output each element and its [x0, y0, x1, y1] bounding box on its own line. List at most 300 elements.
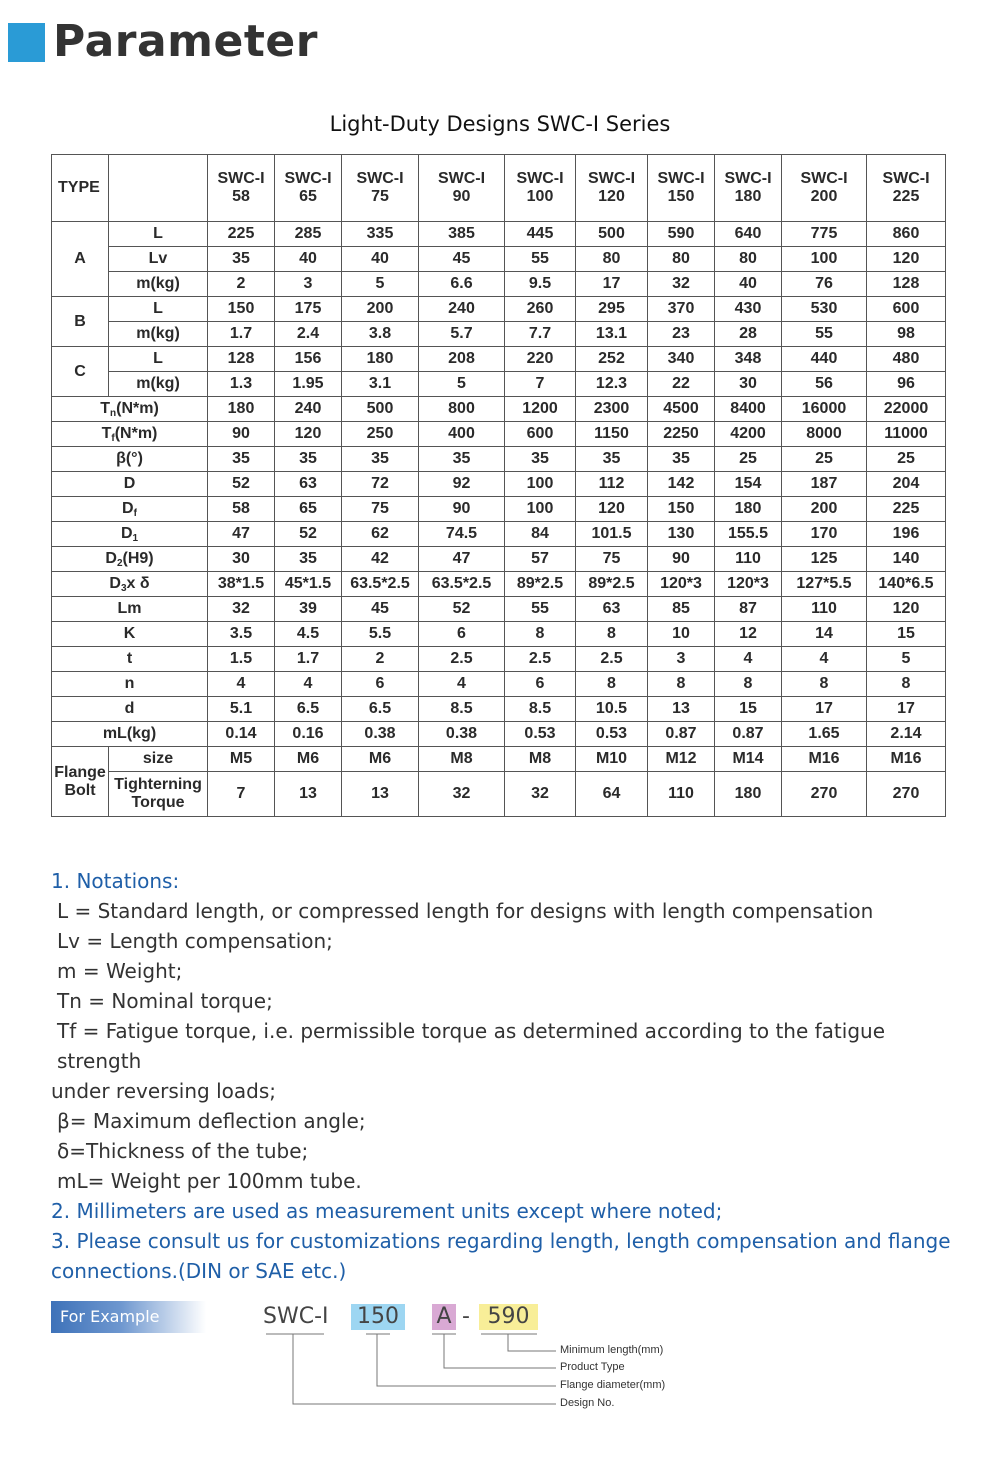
value-cell: 0.87 [648, 722, 715, 747]
table-row [52, 447, 946, 472]
value-cell: 400 [419, 422, 505, 447]
note-item: m = Weight; [57, 959, 183, 983]
value-cell: 295 [576, 297, 648, 322]
value-cell: 8 [782, 672, 867, 697]
value-cell: 8.5 [419, 697, 505, 722]
value-cell: 0.53 [576, 722, 648, 747]
value-cell: 128 [208, 347, 275, 372]
value-cell: 13.1 [576, 322, 648, 347]
table-row [52, 397, 946, 422]
value-cell: 5.1 [208, 697, 275, 722]
value-cell: 530 [782, 297, 867, 322]
value-cell: 17 [576, 272, 648, 297]
value-cell: M14 [715, 747, 782, 772]
param-label: Lm [52, 597, 208, 622]
param-subscript: n [110, 408, 117, 419]
value-cell: 8 [648, 672, 715, 697]
param-label: D [52, 472, 208, 497]
legend-flange-diameter: Flange diameter(mm) [560, 1379, 666, 1391]
value-cell: 340 [648, 347, 715, 372]
table-row [52, 697, 946, 722]
table-row [52, 297, 946, 322]
value-cell: 440 [782, 347, 867, 372]
param-label [109, 772, 208, 817]
value-cell: 156 [275, 347, 342, 372]
value-cell: 240 [419, 297, 505, 322]
value-cell: M6 [275, 747, 342, 772]
value-cell: 55 [505, 597, 576, 622]
model-size: 75 [371, 188, 389, 205]
value-cell: 52 [208, 472, 275, 497]
value-cell: 63.5*2.5 [342, 572, 419, 597]
value-cell: 25 [867, 447, 946, 472]
value-cell: 7.7 [505, 322, 576, 347]
model-size: 200 [810, 188, 838, 205]
value-cell: 2.14 [867, 722, 946, 747]
value-cell: 16000 [782, 397, 867, 422]
value-cell: 8 [505, 622, 576, 647]
connector-min-length [508, 1334, 556, 1351]
value-cell: 6 [419, 622, 505, 647]
legend-min-length: Minimum length(mm) [560, 1344, 664, 1356]
value-cell: 180 [208, 397, 275, 422]
value-cell: 22 [648, 372, 715, 397]
model-header [208, 155, 275, 222]
table-row [52, 222, 946, 247]
value-cell: 120 [275, 422, 342, 447]
value-cell: 52 [419, 597, 505, 622]
param-label: m(kg) [109, 272, 208, 297]
value-cell: 1200 [505, 397, 576, 422]
param-label: β(°) [52, 447, 208, 472]
param-symbol: D [122, 500, 134, 517]
value-cell: 28 [715, 322, 782, 347]
value-cell: 92 [419, 472, 505, 497]
value-cell: 96 [867, 372, 946, 397]
example-section [0, 1290, 1000, 1430]
note-item: Tn = Nominal torque; [57, 989, 273, 1013]
param-label [52, 522, 208, 547]
value-cell: 32 [208, 597, 275, 622]
model-size: 150 [667, 188, 695, 205]
note-item: mL= Weight per 100mm tube. [57, 1169, 362, 1193]
value-cell: 2 [342, 647, 419, 672]
value-cell: M10 [576, 747, 648, 772]
note-item: δ=Thickness of the tube; [57, 1139, 309, 1163]
value-cell: 1.7 [208, 322, 275, 347]
value-cell: 6.6 [419, 272, 505, 297]
value-cell: 155.5 [715, 522, 782, 547]
value-cell: 47 [419, 547, 505, 572]
value-cell: 40 [342, 247, 419, 272]
value-cell: 150 [208, 297, 275, 322]
value-cell: 3.1 [342, 372, 419, 397]
value-cell: 90 [648, 547, 715, 572]
value-cell: 250 [342, 422, 419, 447]
value-cell: 8 [867, 672, 946, 697]
value-cell: 6.5 [275, 697, 342, 722]
table-row [52, 572, 946, 597]
value-cell: 30 [208, 547, 275, 572]
value-cell: 15 [867, 622, 946, 647]
model-size: 225 [892, 188, 920, 205]
model-size: 180 [734, 188, 762, 205]
value-cell: 220 [505, 347, 576, 372]
value-cell: 80 [576, 247, 648, 272]
param-label: K [52, 622, 208, 647]
table-row [52, 247, 946, 272]
param-subscript: 3 [120, 583, 127, 594]
value-cell: 200 [782, 497, 867, 522]
table-row [52, 747, 946, 772]
value-cell: 55 [505, 247, 576, 272]
note-item: β= Maximum deflection angle; [57, 1109, 366, 1133]
value-cell: 4500 [648, 397, 715, 422]
param-label: n [52, 672, 208, 697]
value-cell: 57 [505, 547, 576, 572]
value-cell: 42 [342, 547, 419, 572]
table-row [52, 272, 946, 297]
value-cell: 12 [715, 622, 782, 647]
connector-flange-diameter [377, 1334, 556, 1386]
value-cell: 270 [867, 772, 946, 817]
accent-square-icon [8, 23, 45, 62]
value-cell: 2.5 [419, 647, 505, 672]
legend-design-no: Design No. [560, 1397, 615, 1409]
value-cell: M12 [648, 747, 715, 772]
value-cell: 3 [275, 272, 342, 297]
value-cell: 775 [782, 222, 867, 247]
model-header [419, 155, 505, 222]
example-separator: - [462, 1304, 470, 1329]
value-cell: 270 [782, 772, 867, 817]
value-cell: 76 [782, 272, 867, 297]
model-header [715, 155, 782, 222]
value-cell: 1150 [576, 422, 648, 447]
value-cell: 22000 [867, 397, 946, 422]
value-cell: 80 [648, 247, 715, 272]
value-cell: 64 [576, 772, 648, 817]
value-cell: 3 [648, 647, 715, 672]
param-label: m(kg) [109, 372, 208, 397]
value-cell: 285 [275, 222, 342, 247]
value-cell: 154 [715, 472, 782, 497]
model-header [275, 155, 342, 222]
value-cell: 130 [648, 522, 715, 547]
value-cell: 65 [275, 497, 342, 522]
value-cell: 89*2.5 [576, 572, 648, 597]
value-cell: 13 [275, 772, 342, 817]
value-cell: 2300 [576, 397, 648, 422]
param-unit: x δ [126, 575, 150, 592]
value-cell: 252 [576, 347, 648, 372]
value-cell: 120 [867, 247, 946, 272]
value-cell: 590 [648, 222, 715, 247]
value-cell: 72 [342, 472, 419, 497]
value-cell: 370 [648, 297, 715, 322]
value-cell: 58 [208, 497, 275, 522]
value-cell: 140*6.5 [867, 572, 946, 597]
value-cell: 32 [648, 272, 715, 297]
param-label: mL(kg) [52, 722, 208, 747]
value-cell: 85 [648, 597, 715, 622]
note-item: under reversing loads; [51, 1079, 276, 1103]
value-cell: 35 [648, 447, 715, 472]
value-cell: 25 [782, 447, 867, 472]
value-cell: 260 [505, 297, 576, 322]
value-cell: M5 [208, 747, 275, 772]
value-cell: 860 [867, 222, 946, 247]
param-unit: (N*m) [114, 425, 158, 442]
example-flange-diameter: 150 [351, 1304, 405, 1330]
value-cell: 110 [782, 597, 867, 622]
value-cell: 63 [275, 472, 342, 497]
value-cell: 62 [342, 522, 419, 547]
value-cell: 35 [342, 447, 419, 472]
value-cell: 100 [505, 497, 576, 522]
value-cell: 17 [782, 697, 867, 722]
value-cell: 40 [275, 247, 342, 272]
table-row [52, 672, 946, 697]
value-cell: 1.3 [208, 372, 275, 397]
value-cell: 8 [576, 672, 648, 697]
param-subscript: f [111, 433, 115, 444]
value-cell: 7 [505, 372, 576, 397]
model-size: 65 [299, 188, 317, 205]
param-label: Lv [109, 247, 208, 272]
group-label: C [52, 347, 109, 397]
param-label: L [109, 222, 208, 247]
value-cell: 120 [576, 497, 648, 522]
value-cell: 8000 [782, 422, 867, 447]
value-cell: 45 [342, 597, 419, 622]
example-min-length: 590 [479, 1304, 538, 1330]
param-symbol: T [100, 400, 110, 417]
value-cell: 240 [275, 397, 342, 422]
model-series: SWC-I [587, 170, 636, 187]
value-cell: 98 [867, 322, 946, 347]
value-cell: 8.5 [505, 697, 576, 722]
value-cell: 35 [208, 247, 275, 272]
param-symbol: D [109, 575, 121, 592]
value-cell: 74.5 [419, 522, 505, 547]
value-cell: 4 [419, 672, 505, 697]
value-cell: 12.3 [576, 372, 648, 397]
value-cell: 500 [342, 397, 419, 422]
value-cell: 15 [715, 697, 782, 722]
value-cell: 35 [576, 447, 648, 472]
example-product-type: A [432, 1304, 456, 1330]
value-cell: M16 [867, 747, 946, 772]
value-cell: 204 [867, 472, 946, 497]
note-item: Lv = Length compensation; [57, 929, 333, 953]
table-row [52, 772, 946, 817]
value-cell: 52 [275, 522, 342, 547]
value-cell: 0.38 [342, 722, 419, 747]
value-cell: 2.5 [576, 647, 648, 672]
param-label: L [109, 297, 208, 322]
value-cell: 8 [715, 672, 782, 697]
value-cell: 120*3 [715, 572, 782, 597]
value-cell: 500 [576, 222, 648, 247]
model-series: SWC-I [217, 170, 265, 187]
value-cell: 75 [576, 547, 648, 572]
value-cell: 2.5 [505, 647, 576, 672]
param-subscript: 2 [116, 558, 123, 569]
value-cell: 80 [715, 247, 782, 272]
flange-bolt-label [52, 747, 109, 817]
model-header [782, 155, 867, 222]
example-connector-lines [0, 1290, 1000, 1430]
value-cell: 90 [208, 422, 275, 447]
value-cell: 63 [576, 597, 648, 622]
value-cell: 84 [505, 522, 576, 547]
value-cell: M8 [419, 747, 505, 772]
value-cell: 100 [782, 247, 867, 272]
table-header-row [52, 155, 946, 222]
value-cell: 0.16 [275, 722, 342, 747]
value-cell: 56 [782, 372, 867, 397]
value-cell: 110 [648, 772, 715, 817]
value-cell: 0.87 [715, 722, 782, 747]
value-cell: 35 [208, 447, 275, 472]
torque-line2: Torque [131, 794, 185, 811]
value-cell: 11000 [867, 422, 946, 447]
note-customization: 3. Please consult us for customizations regarding length, length compensation and flange [51, 1229, 951, 1253]
table-row [52, 647, 946, 672]
value-cell: 63.5*2.5 [419, 572, 505, 597]
table-row [52, 547, 946, 572]
legend-product-type: Product Type [560, 1361, 625, 1373]
model-header [867, 155, 946, 222]
value-cell: 175 [275, 297, 342, 322]
value-cell: 35 [505, 447, 576, 472]
value-cell: 640 [715, 222, 782, 247]
value-cell: 8400 [715, 397, 782, 422]
value-cell: 7 [208, 772, 275, 817]
note-item: Tf = Fatigue torque, i.e. permissible torque as determined according to the fatigue strength [57, 1019, 886, 1073]
value-cell: 55 [782, 322, 867, 347]
value-cell: 101.5 [576, 522, 648, 547]
model-series: SWC-I [800, 170, 848, 187]
param-label: t [52, 647, 208, 672]
value-cell: 6 [342, 672, 419, 697]
value-cell: 187 [782, 472, 867, 497]
group-label: A [52, 222, 109, 297]
table-row [52, 622, 946, 647]
param-label [52, 422, 208, 447]
model-series: SWC-I [724, 170, 772, 187]
value-cell: 445 [505, 222, 576, 247]
value-cell: 4 [715, 647, 782, 672]
value-cell: 5.5 [342, 622, 419, 647]
value-cell: 90 [419, 497, 505, 522]
param-subscript: 1 [132, 533, 139, 544]
model-series: SWC-I [516, 170, 564, 187]
table-row [52, 497, 946, 522]
value-cell: 6.5 [342, 697, 419, 722]
value-cell: 110 [715, 547, 782, 572]
value-cell: 0.14 [208, 722, 275, 747]
model-header [505, 155, 576, 222]
connector-design-no [293, 1334, 556, 1404]
param-label [52, 497, 208, 522]
value-cell: 5.7 [419, 322, 505, 347]
value-cell: 120 [867, 597, 946, 622]
table-row [52, 522, 946, 547]
group-label: B [52, 297, 109, 347]
note-units: 2. Millimeters are used as measurement units except where noted; [51, 1199, 723, 1223]
value-cell: 0.53 [505, 722, 576, 747]
table-row [52, 472, 946, 497]
param-label [52, 547, 208, 572]
value-cell: 75 [342, 497, 419, 522]
value-cell: 17 [867, 697, 946, 722]
value-cell: 30 [715, 372, 782, 397]
value-cell: 208 [419, 347, 505, 372]
value-cell: 120*3 [648, 572, 715, 597]
value-cell: 14 [782, 622, 867, 647]
value-cell: 4 [275, 672, 342, 697]
model-size: 100 [526, 188, 554, 205]
type-header: TYPE [52, 155, 109, 222]
table-row [52, 372, 946, 397]
model-size: 58 [232, 188, 250, 205]
value-cell: M16 [782, 747, 867, 772]
model-series: SWC-I [284, 170, 332, 187]
table-title: Light-Duty Designs SWC-I Series [329, 112, 671, 136]
value-cell: 1.7 [275, 647, 342, 672]
value-cell: 1.5 [208, 647, 275, 672]
model-header [342, 155, 419, 222]
value-cell: 5 [342, 272, 419, 297]
param-unit: (H9) [122, 550, 154, 567]
value-cell: 180 [715, 772, 782, 817]
value-cell: 225 [208, 222, 275, 247]
param-unit: (N*m) [116, 400, 159, 417]
note-item: L = Standard length, or compressed length for designs with length compensation [57, 899, 874, 923]
model-size: 120 [598, 188, 625, 205]
value-cell: 87 [715, 597, 782, 622]
value-cell: 45 [419, 247, 505, 272]
value-cell: 1.95 [275, 372, 342, 397]
value-cell: 6 [505, 672, 576, 697]
note-customization-cont: connections.(DIN or SAE etc.) [51, 1259, 347, 1283]
param-label [52, 397, 208, 422]
value-cell: 89*2.5 [505, 572, 576, 597]
value-cell: 3.8 [342, 322, 419, 347]
value-cell: 127*5.5 [782, 572, 867, 597]
value-cell: 8 [576, 622, 648, 647]
value-cell: 180 [715, 497, 782, 522]
table-row [52, 722, 946, 747]
value-cell: 225 [867, 497, 946, 522]
value-cell: M8 [505, 747, 576, 772]
model-series: SWC-I [657, 170, 705, 187]
model-series: SWC-I [356, 170, 404, 187]
parameter-table [51, 154, 946, 817]
value-cell: 3.5 [208, 622, 275, 647]
value-cell: 180 [342, 347, 419, 372]
value-cell: 35 [419, 447, 505, 472]
blank-header [109, 155, 208, 222]
param-label [52, 572, 208, 597]
value-cell: 4.5 [275, 622, 342, 647]
model-series: SWC-I [882, 170, 930, 187]
value-cell: 142 [648, 472, 715, 497]
example-design-no: SWC-I [263, 1304, 329, 1329]
example-badge: For Example [51, 1301, 206, 1333]
